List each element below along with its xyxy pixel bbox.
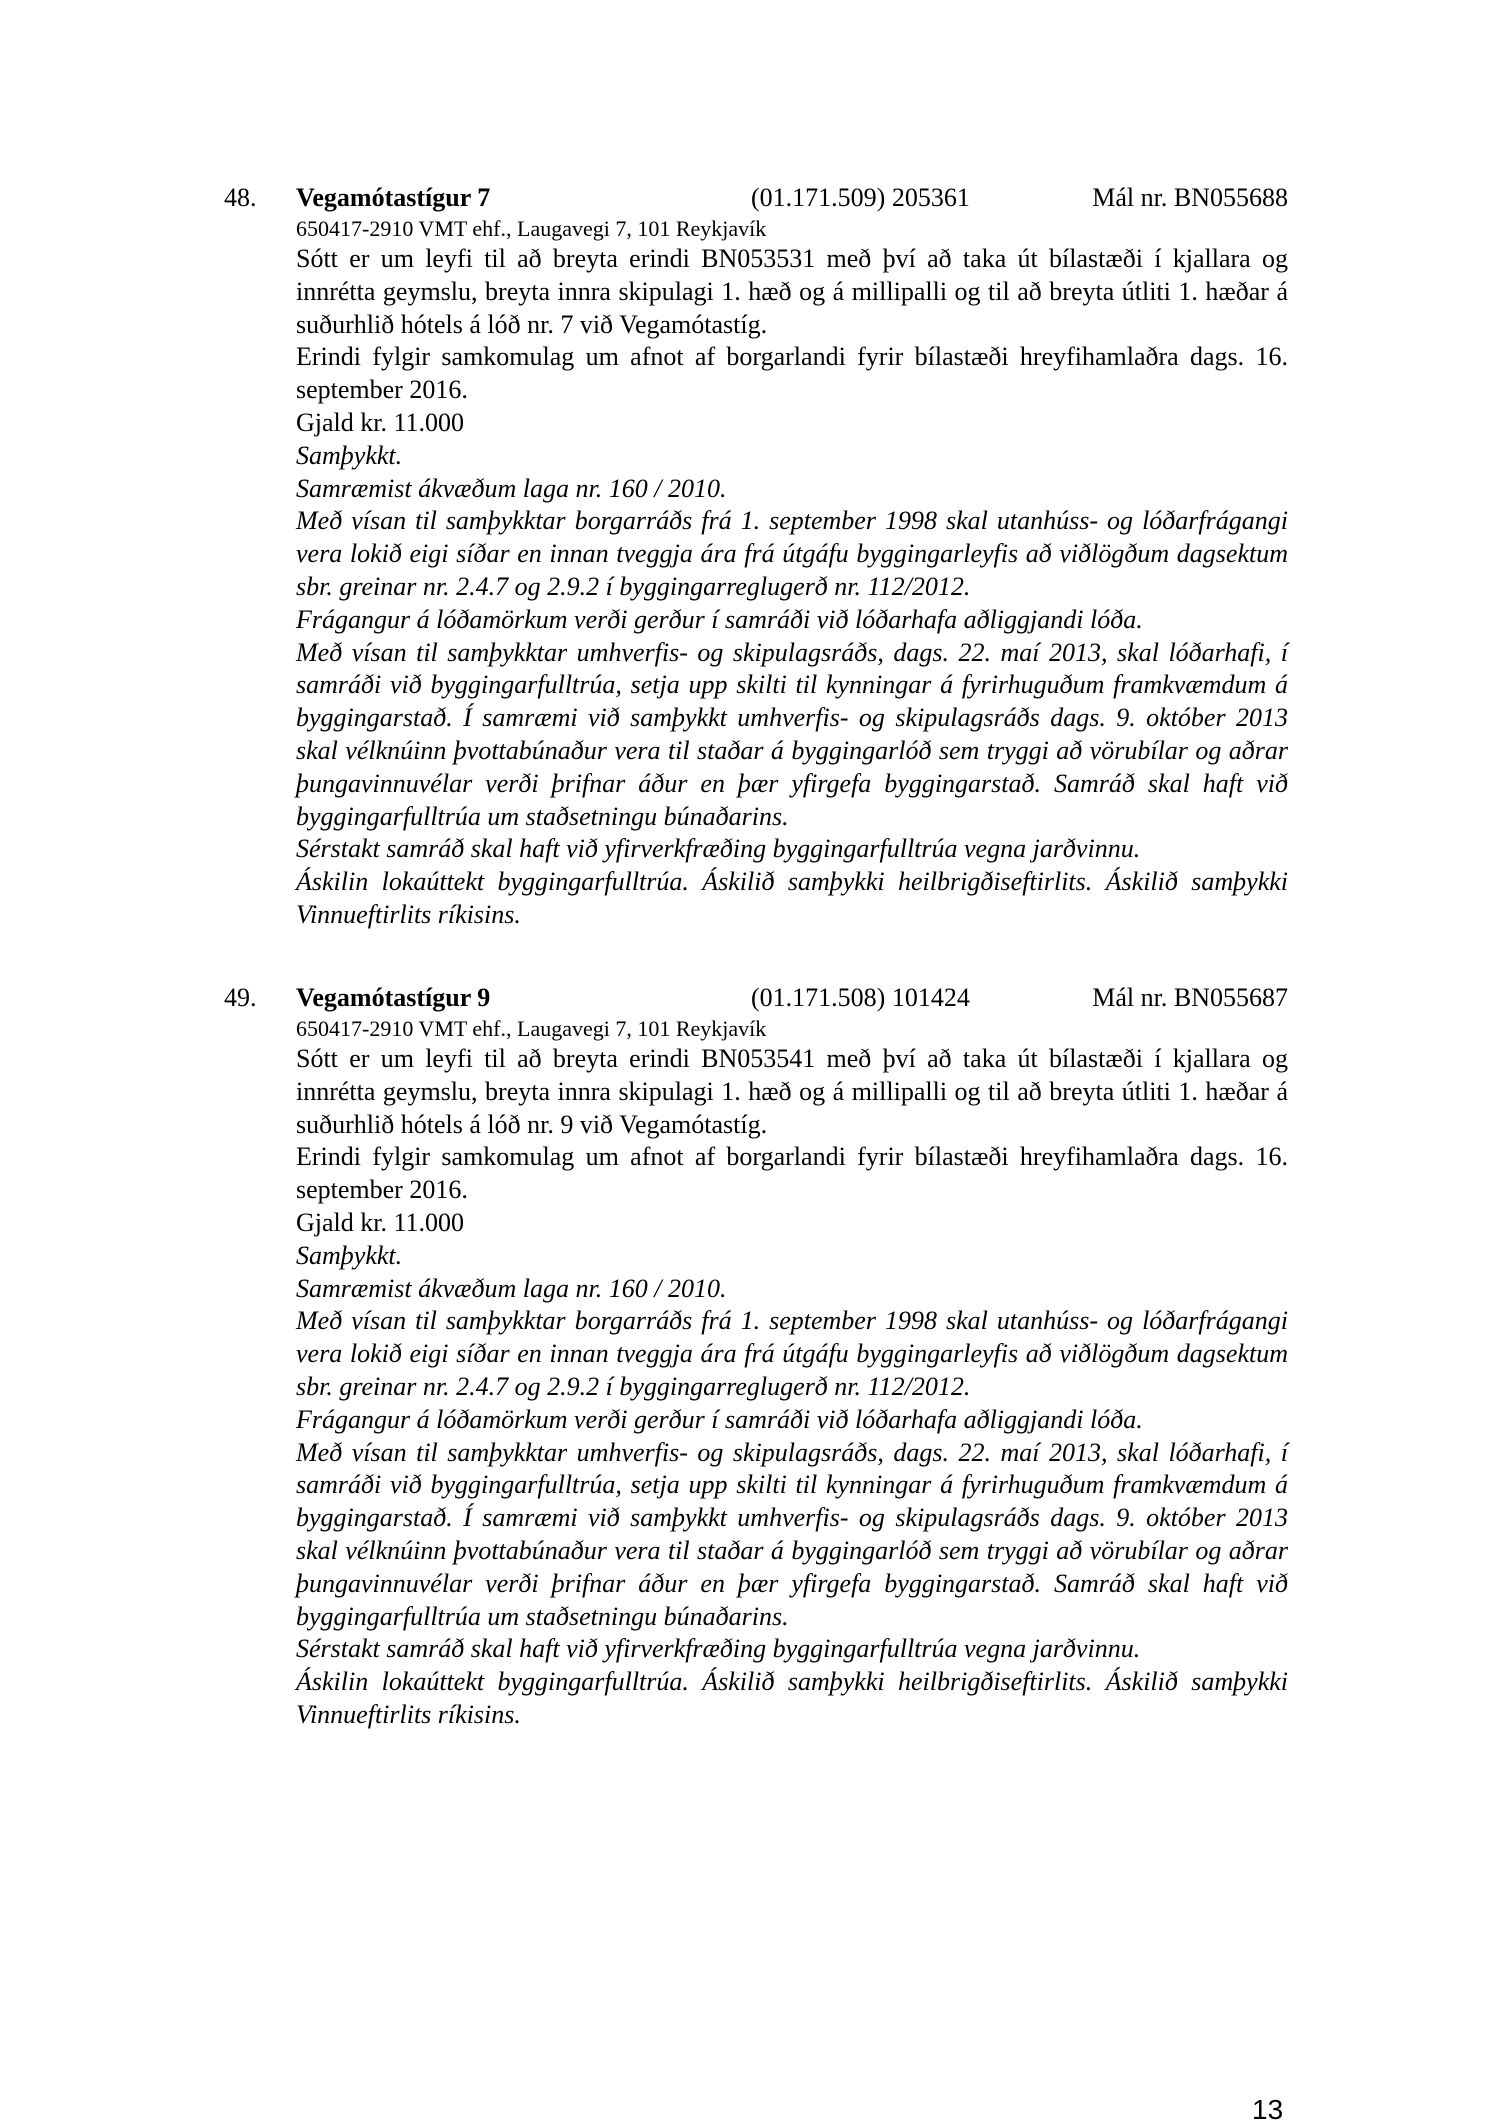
- page-number: 13: [1252, 2094, 1284, 2125]
- case-body: [296, 215, 1288, 932]
- case-heading: [224, 180, 1288, 215]
- land-number: (01.171.509) 205361: [751, 183, 970, 212]
- case-reference: Mál nr. BN055688: [1092, 183, 1288, 212]
- law-note: Samræmist ákvæðum laga nr. 160 / 2010.: [296, 1273, 727, 1303]
- condition-text: Frágangur á lóðamörkum verði gerður í samráði við lóðarhafa aðliggjandi lóða.: [296, 1404, 1143, 1434]
- case-address: Vegamótastígur 9: [296, 983, 491, 1012]
- fee: Gjald kr. 11.000: [296, 407, 465, 437]
- condition-text: Áskilin lokaúttekt byggingarfulltrúa. Áskilið samþykki heilbrigðiseftirlits. Áskilið samþykki Vinnueftirlits ríkisins.: [296, 1667, 1288, 1729]
- attachment-text: Erindi fylgir samkomulag um afnot af borgarlandi fyrir bílastæði hreyfihamlaðra dags. 16. september 2016.: [296, 342, 1288, 405]
- case-reference: Mál nr. BN055687: [1092, 983, 1288, 1012]
- attachment-text: Erindi fylgir samkomulag um afnot af borgarlandi fyrir bílastæði hreyfihamlaðra dags. 16. september 2016.: [296, 1142, 1288, 1205]
- fee: Gjald kr. 11.000: [296, 1207, 465, 1237]
- applicant: 650417-2910 VMT ehf., Laugavegi 7, 101 Reykjavík: [296, 1016, 767, 1041]
- case-body: [296, 1015, 1288, 1732]
- condition-text: Sérstakt samráð skal haft við yfirverkfræðing byggingarfulltrúa vegna jarðvinnu.: [296, 1634, 1141, 1664]
- applicant: 650417-2910 VMT ehf., Laugavegi 7, 101 Reykjavík: [296, 216, 767, 241]
- case-number: 48.: [224, 183, 257, 212]
- decision: Samþykkt.: [296, 1240, 403, 1270]
- condition-text: Áskilin lokaúttekt byggingarfulltrúa. Áskilið samþykki heilbrigðiseftirlits. Áskilið samþykki Vinnueftirlits ríkisins.: [296, 867, 1288, 929]
- land-number: (01.171.508) 101424: [751, 983, 970, 1012]
- condition-text: Með vísan til samþykktar umhverfis- og skipulagsráðs, dags. 22. maí 2013, skal lóðarhafi, í samráði við byggingarfulltrúa, setja upp skilti til kynningar á fyrirhuguðum framkvæmdum á byggingarstað. Í samræmi við samþykkt umhverfis- og skipulagsráðs dags. 9. október 2013 skal vélknúinn þvottabúnaður vera til staðar á byggingarlóð sem tryggi að vörubílar og aðrar þungavinnuvélar verði þrifnar áður en þær yfirgefa byggingarstað. Samráð skal haft við byggingarfulltrúa um staðsetningu búnaðarins.: [296, 637, 1288, 831]
- application-text: Sótt er um leyfi til að breyta erindi BN053531 með því að taka út bílastæði í kjallara og innrétta geymslu, breyta innra skipulagi 1. hæð og á millipalli og til að breyta útliti 1. hæðar á suðurhlið hótels á lóð nr. 7 við Vegamótastíg.: [296, 244, 1288, 339]
- condition-text: Með vísan til samþykktar borgarráðs frá 1. september 1998 skal utanhúss- og lóðarfrágangi vera lokið eigi síðar en innan tveggja ára frá útgáfu byggingarleyfis að viðlögðum dagsektum sbr. greinar nr. 2.4.7 og 2.9.2 í byggingarreglugerð nr. 112/2012.: [296, 1306, 1288, 1401]
- application-text: Sótt er um leyfi til að breyta erindi BN053541 með því að taka út bílastæði í kjallara og innrétta geymslu, breyta innra skipulagi 1. hæð og á millipalli og til að breyta útliti 1. hæðar á suðurhlið hótels á lóð nr. 9 við Vegamótastíg.: [296, 1044, 1288, 1139]
- condition-text: Með vísan til samþykktar umhverfis- og skipulagsráðs, dags. 22. maí 2013, skal lóðarhafi, í samráði við byggingarfulltrúa, setja upp skilti til kynningar á fyrirhuguðum framkvæmdum á byggingarstað. Í samræmi við samþykkt umhverfis- og skipulagsráðs dags. 9. október 2013 skal vélknúinn þvottabúnaður vera til staðar á byggingarlóð sem tryggi að vörubílar og aðrar þungavinnuvélar verði þrifnar áður en þær yfirgefa byggingarstað. Samráð skal haft við byggingarfulltrúa um staðsetningu búnaðarins.: [296, 1437, 1288, 1631]
- law-note: Samræmist ákvæðum laga nr. 160 / 2010.: [296, 473, 727, 503]
- decision: Samþykkt.: [296, 440, 403, 470]
- case-heading: [224, 980, 1288, 1015]
- condition-text: Frágangur á lóðamörkum verði gerður í samráði við lóðarhafa aðliggjandi lóða.: [296, 604, 1143, 634]
- case-number: 49.: [224, 983, 257, 1012]
- case-entry: [224, 980, 1288, 1732]
- case-address: Vegamótastígur 7: [296, 183, 491, 212]
- condition-text: Með vísan til samþykktar borgarráðs frá 1. september 1998 skal utanhúss- og lóðarfrágangi vera lokið eigi síðar en innan tveggja ára frá útgáfu byggingarleyfis að viðlögðum dagsektum sbr. greinar nr. 2.4.7 og 2.9.2 í byggingarreglugerð nr. 112/2012.: [296, 506, 1288, 601]
- case-entry: [224, 180, 1288, 932]
- condition-text: Sérstakt samráð skal haft við yfirverkfræðing byggingarfulltrúa vegna jarðvinnu.: [296, 834, 1141, 864]
